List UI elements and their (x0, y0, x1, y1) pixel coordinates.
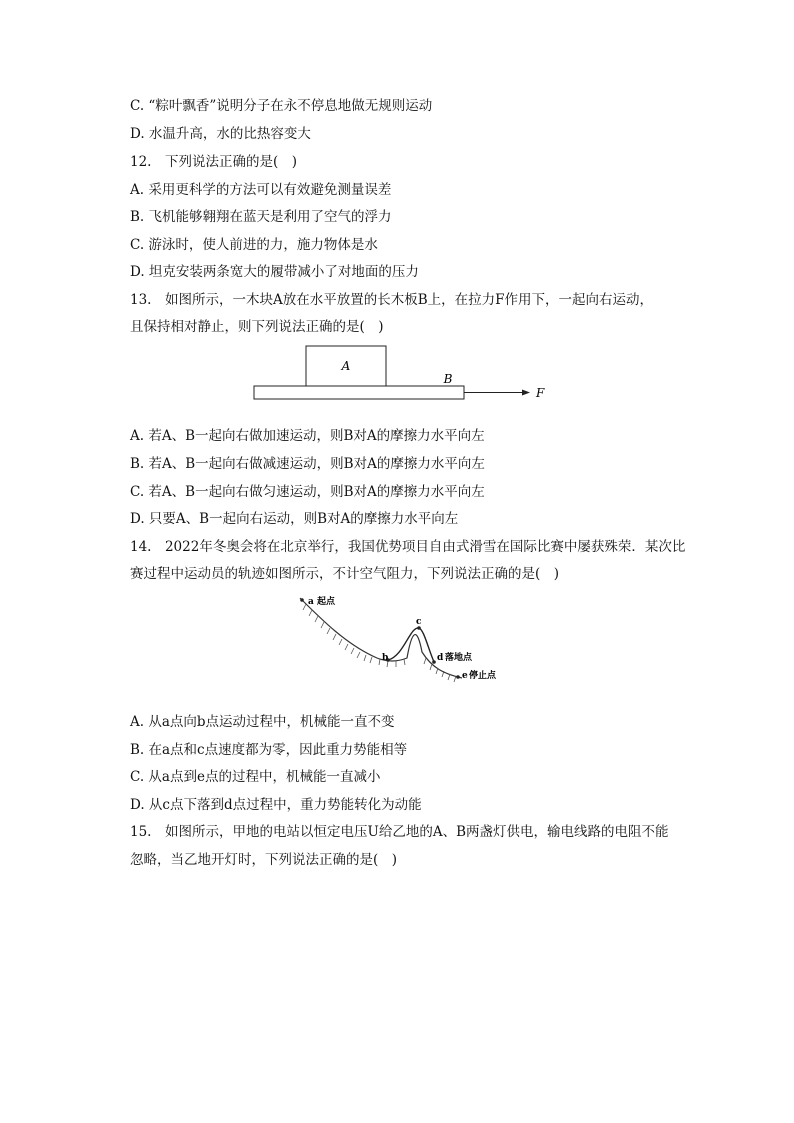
q12-option-b: B. 飞机能够翱翔在蓝天是利用了空气的浮力 (130, 209, 392, 225)
label-c: c (416, 617, 422, 627)
q11-option-d: D. 水温升高，水的比热容变大 (130, 126, 311, 142)
q12-option-d: D. 坦克安装两条宽大的履带减小了对地面的压力 (130, 264, 419, 280)
q14-ski-track-figure (292, 590, 508, 690)
label-d: d (437, 653, 444, 663)
label-d-text: 落地点 (445, 653, 473, 663)
q13-block-figure (250, 344, 550, 406)
board-b (254, 386, 464, 399)
q15-stem-2: 忽略，当乙地开灯时，下列说法正确的是( ) (130, 852, 398, 868)
q12-option-a: A. 采用更科学的方法可以有效避免测量误差 (130, 182, 392, 198)
slope-hatching (303, 604, 456, 682)
force-arrow-head (522, 390, 530, 396)
label-a: a (308, 597, 314, 607)
q15-stem-1: 15. 如图所示，甲地的电站以恒定电压U给乙地的A、B两盏灯供电，输电线路的电阻不能 (130, 824, 669, 840)
slope-surface (300, 598, 462, 678)
q13-option-b: B. 若A、B一起向右做减速运动，则B对A的摩擦力水平向左 (130, 456, 485, 472)
q12-stem: 12. 下列说法正确的是( ) (130, 154, 298, 170)
q14-option-b: B. 在a点和c点速度都为零，因此重力势能相等 (130, 742, 408, 758)
q14-stem-1: 14. 2022年冬奥会将在北京举行，我国优势项目自由式滑雪在国际比赛中屡获殊荣．某次比 (130, 539, 686, 555)
label-f: F (536, 386, 545, 400)
q14-stem-2: 赛过程中运动员的轨迹如图所示，不计空气阻力，下列说法正确的是( ) (130, 566, 560, 582)
label-e: e (462, 671, 468, 681)
point-a (300, 598, 304, 602)
label-a-text: 起点 (317, 597, 336, 607)
point-e (456, 675, 460, 679)
q11-option-c: C. “粽叶飘香”说明分子在永不停息地做无规则运动 (130, 98, 433, 114)
q13-stem-2: 且保持相对静止，则下列说法正确的是( ) (130, 319, 384, 335)
q13-option-c: C. 若A、B一起向右做匀速运动，则B对A的摩擦力水平向左 (130, 484, 485, 500)
point-d (432, 660, 436, 664)
q13-option-a: A. 若A、B一起向右做加速运动，则B对A的摩擦力水平向左 (130, 428, 485, 444)
q12-option-c: C. 游泳时，使人前进的力，施力物体是水 (130, 237, 378, 253)
label-b: B (443, 372, 453, 386)
q14-option-c: C. 从a点到e点的过程中，机械能一直减小 (130, 769, 381, 785)
label-e-text: 停止点 (469, 671, 497, 681)
q13-option-d: D. 只要A、B一起向右运动，则B对A的摩擦力水平向左 (130, 511, 459, 527)
flight-trajectory (388, 628, 434, 662)
q14-option-d: D. 从c点下落到d点过程中，重力势能转化为动能 (130, 797, 422, 813)
label-a: A (341, 359, 351, 373)
q13-stem-1: 13. 如图所示，一木块A放在水平放置的长木板B上，在拉力F作用下，一起向右运动， (130, 292, 654, 308)
label-b: b (382, 653, 389, 663)
q14-option-a: A. 从a点向b点运动过程中，机械能一直不变 (130, 714, 395, 730)
